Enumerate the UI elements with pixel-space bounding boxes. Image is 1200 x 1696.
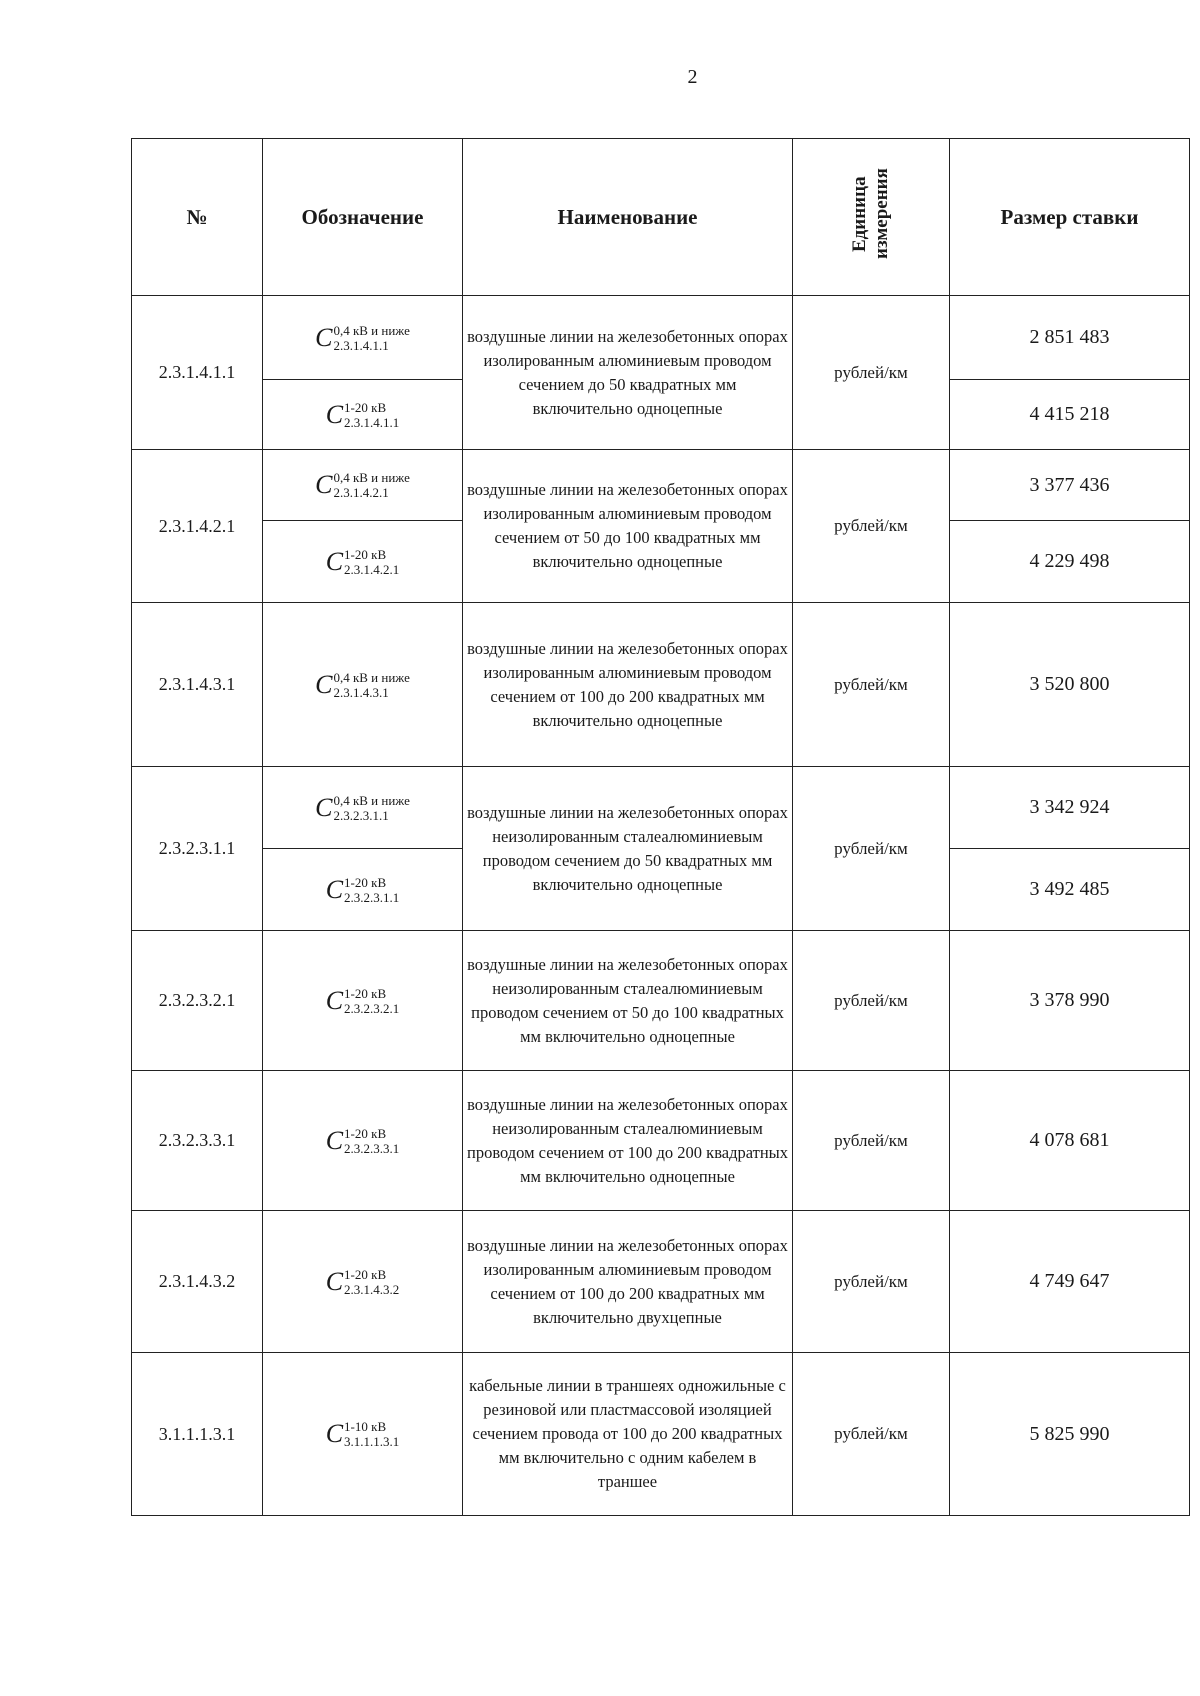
symbol-subscript: 2.3.2.3.2.1 [344,1000,400,1016]
row-number: 2.3.2.3.3.1 [132,1071,263,1211]
designation-symbol [315,793,410,823]
header-unit-label: Единица измерения [849,168,892,260]
rate-cell: 3 492 485 [950,849,1190,931]
designation-cell [263,296,463,380]
designation-symbol [326,986,400,1016]
row-number: 2.3.2.3.2.1 [132,931,263,1071]
designation-cell [263,1211,463,1353]
unit-cell: рублей/км [793,1353,950,1516]
symbol-subscript: 2.3.1.4.3.2 [344,1281,400,1297]
symbol-scripts [344,875,399,905]
designation-cell [263,849,463,931]
designation-symbol [315,323,410,353]
designation-cell [263,1353,463,1516]
symbol-subscript: 2.3.1.4.1.1 [344,414,400,430]
description-cell: воздушные линии на железобетонных опорах изолированным алюминиевым проводом сечением от 100 до 200 квадратных мм включительно двухцепные [463,1211,793,1353]
symbol-scripts [344,1267,399,1297]
symbol-letter: C [325,1419,344,1448]
symbol-superscript: 1-10 кВ [344,1419,387,1434]
symbol-subscript: 2.3.2.3.3.1 [344,1140,400,1156]
header-num: № [132,139,263,296]
rate-cell: 4 415 218 [950,380,1190,450]
row-number: 2.3.1.4.3.2 [132,1211,263,1353]
description-cell: воздушные линии на железобетонных опорах изолированным алюминиевым проводом сечением от 100 до 200 квадратных мм включительно одноцепные [463,603,793,767]
symbol-letter: C [325,546,344,576]
symbol-scripts [344,986,399,1016]
symbol-letter: C [315,322,333,352]
rate-cell: 4 229 498 [950,521,1190,603]
symbol-scripts [344,1126,399,1156]
designation-symbol [315,670,410,700]
symbol-superscript: 0,4 кВ и ниже [333,792,410,808]
symbol-superscript: 1-20 кВ [344,1266,387,1282]
header-row [132,139,1190,296]
row-number: 2.3.1.4.2.1 [132,450,263,603]
symbol-letter: C [315,792,333,822]
table-row [132,450,1190,521]
description-cell: воздушные линии на железобетонных опорах изолированным алюминиевым проводом сечением от 50 до 100 квадратных мм включительно одноцепные [463,450,793,603]
designation-cell [263,380,463,450]
rate-cell: 2 851 483 [950,296,1190,380]
unit-cell: рублей/км [793,1211,950,1353]
designation-symbol [326,547,400,577]
designation-symbol [326,875,400,905]
symbol-subscript: 2.3.2.3.1.1 [333,807,389,823]
rate-cell: 3 377 436 [950,450,1190,521]
designation-symbol [326,1126,400,1156]
symbol-letter: C [325,399,344,429]
symbol-superscript: 0,4 кВ и ниже [333,470,410,485]
symbol-subscript: 2.3.2.3.1.1 [344,889,400,905]
description-cell: кабельные линии в траншеях одножильные с резиновой или пластмассовой изоляцией сечением провода от 100 до 200 квадратных мм включительно с одним кабелем в траншее [463,1353,793,1516]
symbol-letter: C [325,985,344,1015]
rate-cell: 4 078 681 [950,1071,1190,1211]
row-number: 3.1.1.1.3.1 [132,1353,263,1516]
symbol-scripts [333,323,409,353]
symbol-letter: C [315,669,333,699]
row-number: 2.3.1.4.3.1 [132,603,263,767]
symbol-superscript: 1-20 кВ [344,874,387,890]
table-row [132,603,1190,767]
rate-cell: 3 520 800 [950,603,1190,767]
designation-cell [263,1071,463,1211]
symbol-letter: C [325,1266,344,1296]
symbol-superscript: 1-20 кВ [344,546,387,562]
symbol-scripts [344,547,399,577]
symbol-scripts [333,793,409,823]
page-number: 2 [687,66,698,88]
table-row [132,1211,1190,1353]
designation-cell [263,603,463,767]
symbol-superscript: 1-20 кВ [344,399,387,415]
symbol-subscript: 2.3.1.4.2.1 [344,561,400,577]
symbol-superscript: 1-20 кВ [344,985,387,1001]
symbol-superscript: 0,4 кВ и ниже [333,669,410,685]
table-row [132,296,1190,380]
table-row [132,931,1190,1071]
symbol-subscript: 2.3.1.4.1.1 [333,337,389,353]
rate-cell: 3 342 924 [950,767,1190,849]
header-rate: Размер ставки [950,139,1190,296]
unit-cell: рублей/км [793,1071,950,1211]
designation-cell [263,450,463,521]
symbol-letter: C [325,1125,344,1155]
table-body [132,296,1190,1516]
symbol-subscript: 3.1.1.1.3.1 [344,1434,400,1449]
symbol-subscript: 2.3.1.4.2.1 [333,485,389,500]
symbol-scripts [333,470,409,500]
description-cell: воздушные линии на железобетонных опорах неизолированным сталеалюминиевым проводом сечением от 100 до 200 квадратных мм включительно одноцепные [463,1071,793,1211]
description-cell: воздушные линии на железобетонных опорах неизолированным сталеалюминиевым проводом сечением от 50 до 100 квадратных мм включительно одноцепные [463,931,793,1071]
row-number: 2.3.1.4.1.1 [132,296,263,450]
designation-symbol [315,470,410,500]
rate-cell: 4 749 647 [950,1211,1190,1353]
unit-cell: рублей/км [793,931,950,1071]
rates-table [131,138,1190,1516]
header-designation: Обозначение [263,139,463,296]
table-row [132,1071,1190,1211]
unit-cell: рублей/км [793,296,950,450]
header-name: Наименование [463,139,793,296]
designation-symbol [326,400,400,430]
symbol-superscript: 1-20 кВ [344,1125,387,1141]
table-row [132,767,1190,849]
header-unit [793,139,950,296]
unit-cell: рублей/км [793,603,950,767]
symbol-superscript: 0,4 кВ и ниже [333,322,410,338]
rate-cell: 3 378 990 [950,931,1190,1071]
row-number: 2.3.2.3.1.1 [132,767,263,931]
designation-cell [263,521,463,603]
rate-cell: 5 825 990 [950,1353,1190,1516]
unit-cell: рублей/км [793,767,950,931]
designation-symbol [326,1419,400,1449]
designation-cell [263,767,463,849]
table-row [132,1353,1190,1516]
unit-cell: рублей/км [793,450,950,603]
description-cell: воздушные линии на железобетонных опорах изолированным алюминиевым проводом сечением до 50 квадратных мм включительно одноцепные [463,296,793,450]
designation-cell [263,931,463,1071]
symbol-scripts [344,400,399,430]
symbol-subscript: 2.3.1.4.3.1 [333,684,389,700]
symbol-letter: C [315,470,333,499]
symbol-letter: C [325,874,344,904]
symbol-scripts [333,670,409,700]
designation-symbol [326,1267,400,1297]
symbol-scripts [344,1419,399,1449]
description-cell: воздушные линии на железобетонных опорах неизолированным сталеалюминиевым проводом сечением до 50 квадратных мм включительно одноцепные [463,767,793,931]
